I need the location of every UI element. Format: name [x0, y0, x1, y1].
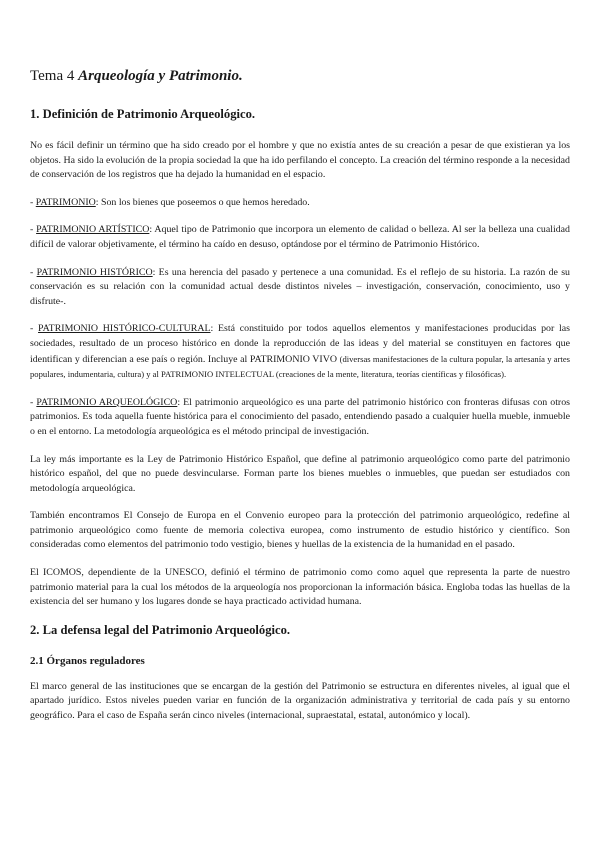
document-title — [30, 68, 570, 85]
definition-text: : Son los bienes que poseemos o que hemos heredado. — [95, 196, 310, 208]
definition-term: PATRIMONIO ARTÍSTICO — [36, 224, 150, 236]
paragraph-ley-patrimonio: La ley más importante es la Ley de Patrimonio Histórico Español, que define al patrimonio arqueológico como parte del patrimonio histórico español, del que no puede desvincularse. Forman parte los bienes muebles o inmuebles, que puedan ser estudiados con metodología arqueológica. — [30, 453, 570, 494]
intro-paragraph: No es fácil definir un término que ha sido creado por el hombre y que no existía antes de su creación a pesar de que existieran ya los objetos. Ha sido la evolución de la propia sociedad la que ha ido perfilando el concepto. La creación del término responde a la necesidad de conservación de los registros que ha dejado la humanidad en el espacio. — [30, 140, 570, 181]
paragraph-consejo-europa: También encontramos El Consejo de Europa en el Convenio europeo para la protección del patrimonio arqueológico, redefine al patrimonio arqueológico como fuente de memoria colectiva europea, como instrumento de estudio histórico y científico. Son consideradas como elementos del patrimonio todo vestigio, bienes y huellas de la existencia de la humanidad en el pasado. — [30, 510, 570, 551]
definition-text: : Es una herencia del pasado y pertenece a una comunidad. Es el reflejo de su historia. La razón de su conservación es su relación con la comunidad actual desde distintos niveles – investigación, conservación, conocimiento, uso y disfrute-. — [30, 266, 570, 307]
definition-patrimonio-historico-cultural: - PATRIMONIO HISTÓRICO-CULTURAL: Está constituido por todos aquellos elementos y manifestaciones producidas por las sociedades, resultado de un proceso histórico en donde la reproducción de las ideas y del material se constituyen en factores que identifican y diferencian a ese país o región. Incluye al PATRIMONIO VIVO (diversas manifestaciones de la cultura popular, la artesanía y artes populares, indumentaria, cultura) y al PATRIMONIO INTELECTUAL (creaciones de la mente, literatura, teorías científicas y filosóficas). — [30, 323, 570, 380]
document-page — [30, 68, 570, 737]
definition-patrimonio-artistico: - PATRIMONIO ARTÍSTICO: Aquel tipo de Patrimonio que incorpora un elemento de calidad o belleza. Al ser la belleza una cualidad difícil de valorar objetivamente, el término ha caído en desuso, optándose por el término de Patrimonio Histórico. — [30, 224, 570, 250]
definition-term: PATRIMONIO HISTÓRICO — [36, 266, 153, 278]
definition-text: : Aquel tipo de Patrimonio que incorpora un elemento de calidad o belleza. Al ser la belleza una cualidad difícil de valorar objetivamente, el término ha caído en desuso, optándose por el término de Patrimonio Histórico. — [30, 224, 570, 250]
paragraph-icomos: El ICOMOS, dependiente de la UNESCO, definió el término de patrimonio como como aquel que representa la parte de nuestro patrimonio material para la cual los métodos de la arqueología nos proporcionan la información básica. Engloba todas las huellas de la existencia del ser humano y los lugares donde se haya practicado actividad humana. — [30, 567, 570, 608]
title-emphasis: Arqueología y Patrimonio. — [78, 68, 243, 84]
definition-text: : Está constituido por todos aquellos elementos y manifestaciones producidas por las sociedades, resultado de un proceso histórico en donde la reproducción de las ideas y del material se constituyen en factores que identifican y diferencian a ese país o región. Incluye al PATRIMONIO VIVO — [30, 323, 570, 365]
section-1-heading: 1. Definición de Patrimonio Arqueológico. — [30, 107, 256, 121]
section-2-1-heading: 2.1 Órganos reguladores — [30, 654, 145, 667]
paragraph-marco-general: El marco general de las instituciones que se encargan de la gestión del Patrimonio se estructura en diferentes niveles, al igual que el apartado jurídico. Estos niveles pueden variar en función de la organización administrativa y territorial de cada país y su entorno geográfico. Para el caso de España serán cinco niveles (internacional, supraestatal, estatal, autonómico y local). — [30, 680, 570, 722]
definition-term: PATRIMONIO ARQUEOLÓGICO — [36, 396, 178, 408]
section-2-heading: 2. La defensa legal del Patrimonio Arqueológico. — [30, 622, 291, 637]
definition-text: : El patrimonio arqueológico es una parte del patrimonio histórico con fronteras difusas con otros patrimonios. Es toda aquella fuente histórica para el conocimiento del pasado, entendiendo pasado a cualquier huella mueble, inmueble o en el entorno. La metodología arqueológica es el método principal de investigación. — [30, 396, 571, 437]
definition-term: PATRIMONIO — [35, 196, 96, 208]
definition-term: PATRIMONIO HISTÓRICO-CULTURAL — [38, 323, 211, 335]
title-prefix: Tema 4 — [30, 68, 75, 84]
definition-patrimonio-historico: - PATRIMONIO HISTÓRICO: Es una herencia del pasado y pertenece a una comunidad. Es el reflejo de su historia. La razón de su conservación es su relación con la comunidad actual desde distintos niveles – investigación, conservación, conocimiento, uso y disfrute-. — [30, 266, 570, 307]
definition-patrimonio: - PATRIMONIO: Son los bienes que poseemos o que hemos heredado. — [30, 196, 310, 208]
definition-small-text: (diversas manifestaciones de la cultura popular, la artesanía y artes populares, indumentaria, cultura) y al PATRIMONIO INTELECTUAL (creaciones de la mente, literatura, teorías científicas y filosóficas). — [30, 353, 570, 380]
definition-patrimonio-arqueologico: - PATRIMONIO ARQUEOLÓGICO: El patrimonio arqueológico es una parte del patrimonio histórico con fronteras difusas con otros patrimonios. Es toda aquella fuente histórica para el conocimiento del pasado, entendiendo pasado a cualquier huella mueble, inmueble o en el entorno. La metodología arqueológica es el método principal de investigación. — [30, 396, 571, 437]
